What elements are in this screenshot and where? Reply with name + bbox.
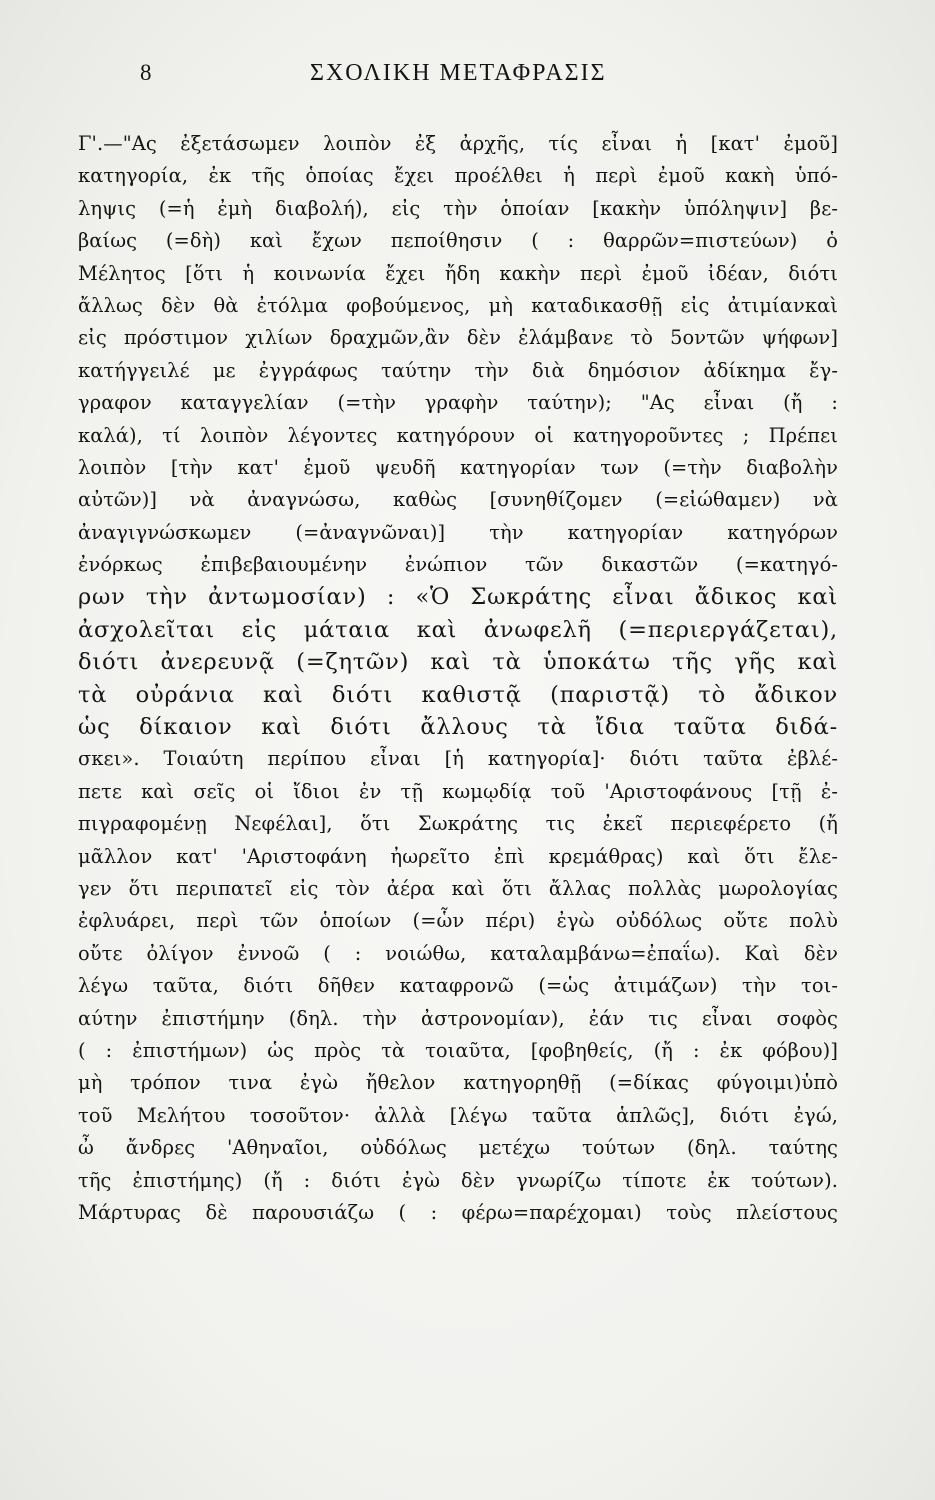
text-line: γραφον καταγγελίαν (=τὴν γραφὴν ταύτην); "Ας εἶναι (ἤ : (78, 391, 838, 415)
text-line: οὔτε ὀλίγον ἐννοῶ ( : νοιώθω, καταλαμβάνω=ἐπαΐω). Καὶ δὲν (78, 941, 838, 965)
text-line: Μέλητος [ὅτι ἡ κοινωνία ἔχει ἤδη κακὴν περὶ ἐμοῦ ἰδέαν, διότι (78, 261, 838, 285)
text-line: ἀναγιγνώσκωμεν (=ἀναγνῶναι)] τὴν κατηγορίαν κατηγόρων (78, 520, 838, 544)
body-text (78, 128, 838, 1229)
text-line: Γ'.—"Ας ἐξετάσωμεν λοιπὸν ἐξ ἀρχῆς, τίς εἶναι ἡ [κατ' ἐμοῦ] (78, 132, 838, 155)
text-line: εἰς πρόστιμον χιλίων δραχμῶν,ἂν δὲν ἐλάμβανε τὸ 5οντῶν ψήφων] (78, 326, 838, 350)
text-line: ( : ἐπιστήμων) ὡς πρὸς τὰ τοιαῦτα, [φοβηθείς, (ἤ : ἐκ φόβου)] (78, 1038, 838, 1062)
text-line: λέγω ταῦτα, διότι δῆθεν καταφρονῶ (=ὡς ἀτιμάζων) τὴν τοι- (78, 974, 838, 998)
text-line: ἐνόρκως ἐπιβεβαιουμένην ἐνώπιον τῶν δικαστῶν (=κατηγό- (78, 553, 838, 577)
text-line: αὐτῶν)] νὰ ἀναγνώσω, καθὼς [συνηθίζομεν (=εἰώθαμεν) νὰ (78, 488, 838, 512)
text-line: ὦ ἄνδρες 'Αθηναῖοι, οὐδόλως μετέχω τούτων (δηλ. ταύτης (78, 1136, 838, 1160)
text-line: ἐφλυάρει, περὶ τῶν ὁποίων (=ὧν πέρι) ἐγὼ οὐδόλως οὔτε πολὺ (78, 909, 838, 933)
text-line: ρων τὴν ἀντωμοσίαν) : «Ὁ Σωκράτης εἶναι ἄδικος καὶ (78, 584, 838, 611)
running-title: ΣΧΟΛΙΚΗ ΜΕΤΑΦΡΑΣΙΣ (310, 60, 607, 86)
text-line: κατήγγειλέ με ἐγγράφως ταύτην τὴν διὰ δημόσιον ἀδίκημα ἔγ- (78, 358, 838, 382)
text-line: τοῦ Μελήτου τοσοῦτον· ἀλλὰ [λέγω ταῦτα ἁπλῶς], διότι ἐγώ, (78, 1103, 838, 1127)
text-line: κατηγορία, ἐκ τῆς ὁποίας ἔχει προέλθει ἡ περὶ ἐμοῦ κακὴ ὑπό- (78, 164, 838, 188)
text-line: Μάρτυρας δὲ παρουσιάζω ( : φέρω=παρέχομαι) τοὺς πλείστους (78, 1200, 838, 1224)
text-line: τὰ οὐράνια καὶ διότι καθιστᾷ (παριστᾷ) τὸ ἄδικον (78, 681, 838, 708)
text-line: πιγραφομένῃ Νεφέλαι], ὅτι Σωκράτης τις ἐκεῖ περιεφέρετο (ἤ (78, 812, 838, 836)
page-number: 8 (140, 60, 152, 85)
text-line: σκει». Τοιαύτη περίπου εἶναι [ἡ κατηγορία]· διότι ταῦτα ἐβλέ- (78, 747, 838, 771)
text-line: γεν ὅτι περιπατεῖ εἰς τὸν ἀέρα καὶ ὅτι ἄλλας πολλὰς μωρολογίας (78, 876, 838, 900)
text-line: πετε καὶ σεῖς οἱ ἴδιοι ἐν τῇ κωμῳδίᾳ τοῦ 'Αριστοφάνους [τῇ ἐ- (78, 779, 838, 803)
text-line: βαίως (=δὴ) καὶ ἔχων πεποίθησιν ( : θαρρῶν=πιστεύων) ὁ (78, 229, 838, 253)
text-line: ἀσχολεῖται εἰς μάταια καὶ ἀνωφελῆ (=περιεργάζεται), (78, 616, 838, 643)
text-line: αύτην ἐπιστήμην (δηλ. τὴν ἀστρονομίαν), ἐάν τις εἶναι σοφὸς (78, 1006, 838, 1030)
text-line: λοιπὸν [τὴν κατ' ἐμοῦ ψευδῆ κατηγορίαν των (=τὴν διαβολὴν (78, 455, 838, 479)
text-line: ὡς δίκαιον καὶ διότι ἄλλους τὰ ἴδια ταῦτα διδά- (78, 714, 838, 741)
text-line: τῆς ἐπιστήμης) (ἤ : διότι ἐγὼ δὲν γνωρίζω τίποτε ἐκ τούτων). (78, 1168, 838, 1192)
text-line: ἄλλως δὲν θὰ ἐτόλμα φοβούμενος, μὴ καταδικασθῇ εἰς ἀτιμίανκαὶ (78, 293, 838, 317)
text-line: διότι ἀνερευνᾷ (=ζητῶν) καὶ τὰ ὑποκάτω τῆς γῆς καὶ (78, 649, 838, 676)
text-line: μᾶλλον κατ' 'Αριστοφάνη ἠωρεῖτο ἐπὶ κρεμάθρας) καὶ ὅτι ἔλε- (78, 844, 838, 868)
text-line: μὴ τρόπον τινα ἐγὼ ἤθελον κατηγορηθῇ (=δίκας φύγοιμι)ὑπὸ (78, 1071, 838, 1095)
text-line: καλά), τί λοιπὸν λέγοντες κατηγόρουν οἱ κατηγοροῦντες ; Πρέπει (78, 423, 838, 447)
text-line: ληψις (=ἡ ἐμὴ διαβολή), εἰς τὴν ὁποίαν [κακὴν ὑπόληψιν] βε- (78, 196, 838, 220)
